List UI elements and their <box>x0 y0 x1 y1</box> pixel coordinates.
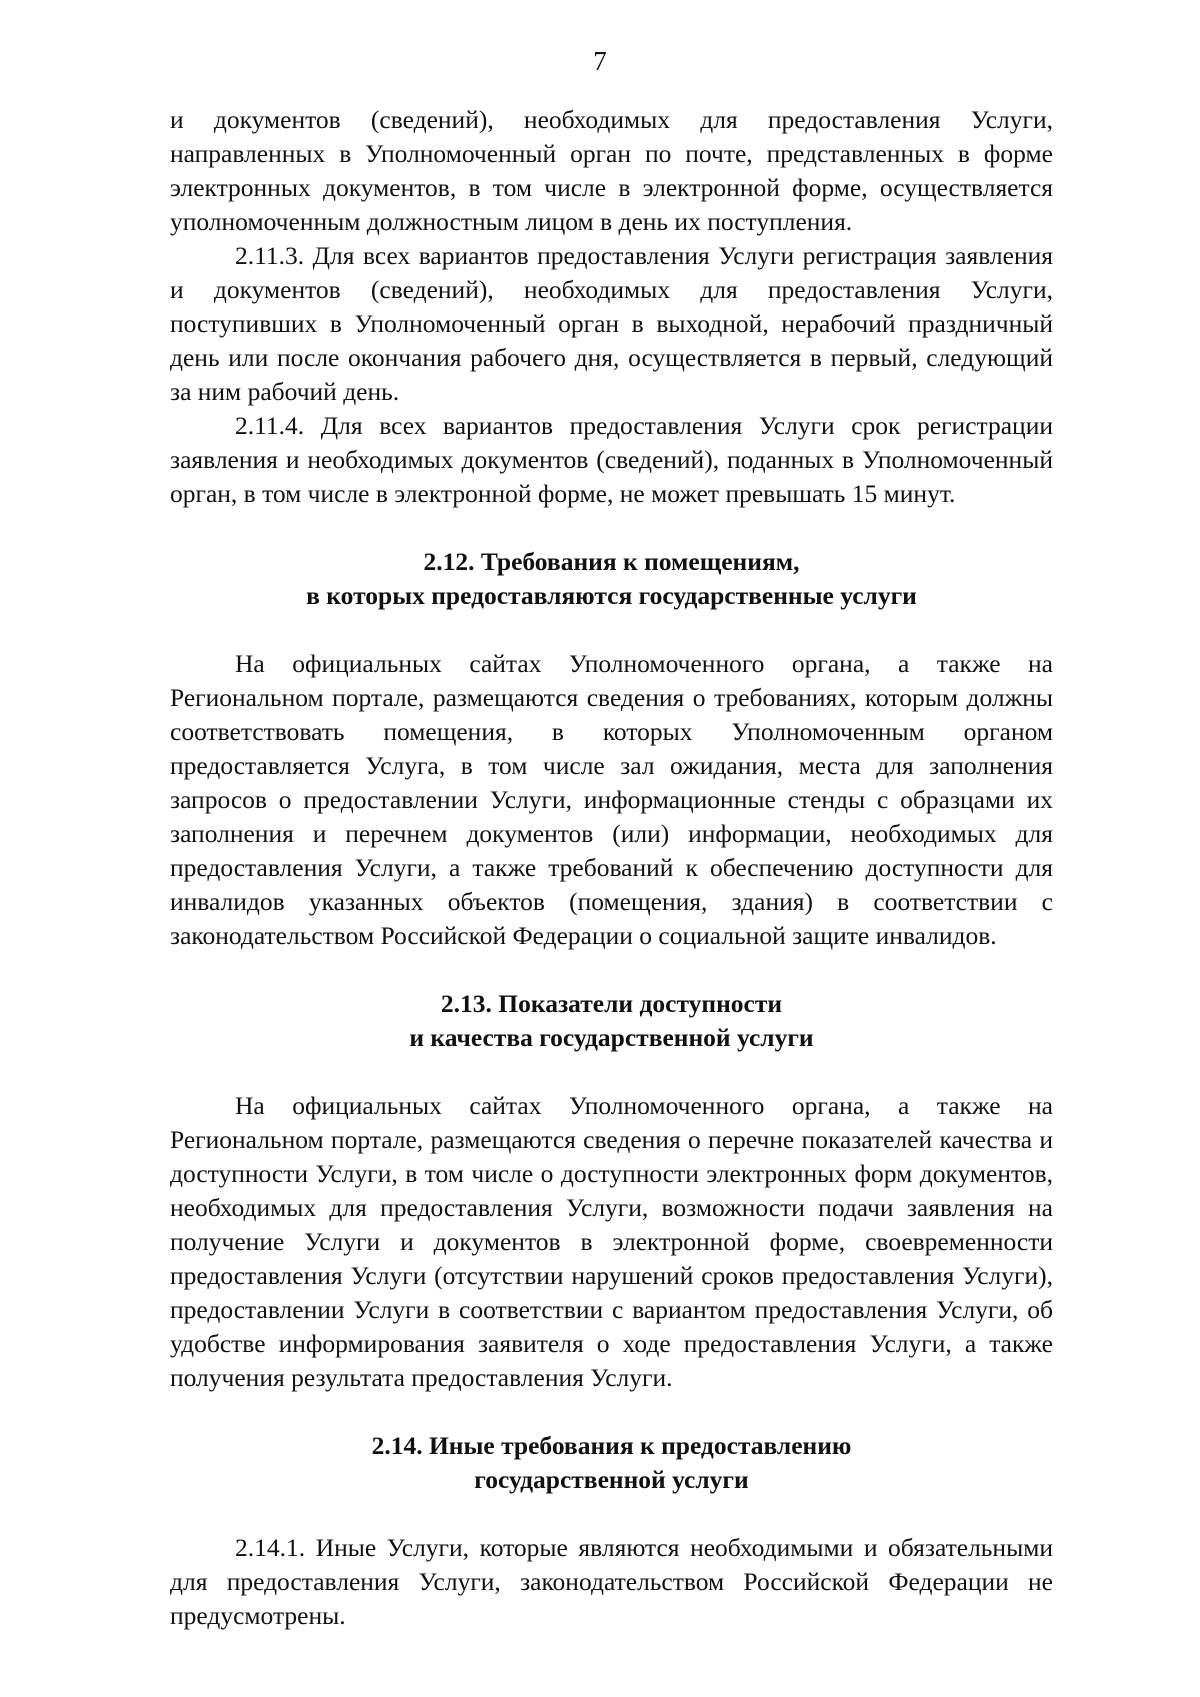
paragraph-2-14-1: 2.14.1. Иные Услуги, которые являются необходимыми и обязательными для предоставления Услуги, законодательством Российской Федерации не предусмотрены. <box>170 1533 1053 1630</box>
heading-line: 2.12. Требования к помещениям, <box>423 547 800 576</box>
paragraph-2-11-2-continuation: и документов (сведений), необходимых для предоставления Услуги, направленных в Уполномоченный орган по почте, представленных в форме электронных документов, в том числе в электронной форме, осуществляется уполномоченным должностным лицом в день их поступления. <box>170 105 1053 236</box>
heading-line: 2.14. Иные требования к предоставлению <box>371 1431 852 1460</box>
paragraph-2-12-body: На официальных сайтах Уполномоченного органа, а также на Региональном портале, размещаются сведения о требованиях, которым должны соответствовать помещения, в которых Уполномоченным органом предоставляется Услуга, в том числе зал ожидания, места для заполнения запросов о предоставлении Услуги, информационные стенды с образцами их заполнения и перечнем документов (или) информации, необходимых для предоставления Услуги, а также требований к обеспечению доступности для инвалидов указанных объектов (помещения, здания) в соответствии с законодательством Российской Федерации о социальной защите инвалидов. <box>170 649 1053 950</box>
paragraph-2-13-body: На официальных сайтах Уполномоченного органа, а также на Региональном портале, размещаются сведения о перечне показателей качества и доступности Услуги, в том числе о доступности электронных форм документов, необходимых для предоставления Услуги, возможности подачи заявления на получение Услуги и документов в электронной форме, своевременности предоставления Услуги (отсутствии нарушений сроков предоставления Услуги), предоставлении Услуги в соответствии с вариантом предоставления Услуги, об удобстве информирования заявителя о ходе предоставления Услуги, а также получения результата предоставления Услуги. <box>170 1091 1053 1392</box>
page-number: 7 <box>593 46 607 76</box>
document-body <box>170 103 1053 1633</box>
heading-line: государственной услуги <box>474 1465 749 1494</box>
heading-line: 2.13. Показатели доступности <box>440 989 783 1018</box>
section-heading-2-14 <box>170 1429 1053 1497</box>
paragraph-2-11-3: 2.11.3. Для всех вариантов предоставления Услуги регистрация заявления и документов (сведений), необходимых для предоставления Услуги, поступивших в Уполномоченный орган в выходной, нерабочий праздничный день или после окончания рабочего дня, осуществляется в первый, следующий за ним рабочий день. <box>170 241 1053 406</box>
heading-line: в которых предоставляются государственные услуги <box>306 581 917 610</box>
section-heading-2-12 <box>170 545 1053 613</box>
section-heading-2-13 <box>170 987 1053 1055</box>
heading-line: и качества государственной услуги <box>409 1023 814 1052</box>
paragraph-2-11-4: 2.11.4. Для всех вариантов предоставления Услуги срок регистрации заявления и необходимых документов (сведений), поданных в Уполномоченный орган, в том числе в электронной форме, не может превышать 15 минут. <box>170 411 1053 508</box>
